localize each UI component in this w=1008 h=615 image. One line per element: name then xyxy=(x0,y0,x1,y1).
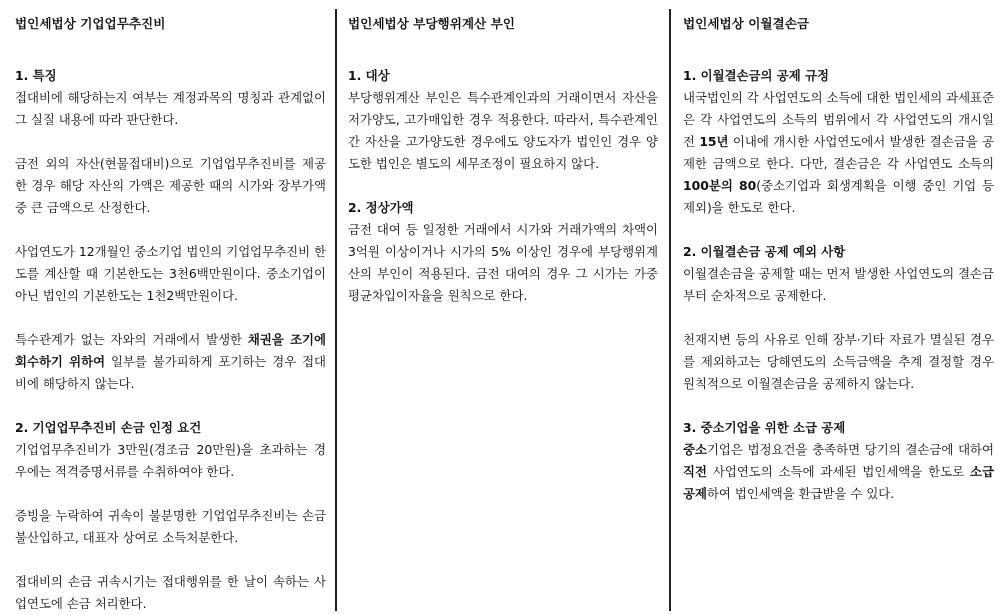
paragraph: 이월결손금을 공제할 때는 먼저 발생한 사업연도의 결손금부터 순차적으로 공제한다. xyxy=(683,266,994,303)
text-span: 사업연도의 소득에 과세된 법인세액을 한도로 xyxy=(706,464,971,479)
paragraph: 금전 대여 등 일정한 거래에서 시가와 거래가액의 차액이 3억원 이상이거나 시가의 5% 이상인 경우에 부당행위계산의 부인이 적용된다. 금전 대여의 경우 그 시가는 가중평균차입이자율을 원칙으로 한다. xyxy=(348,222,658,303)
text-span: 이내에 개시한 사업연도에서 발생한 결손금을 공제한 금액으로 한다. 다만, 결손금은 각 사업연도 소득의 xyxy=(683,134,994,171)
section-heading: 3. 중소기업을 위한 소급 공제 xyxy=(683,420,846,435)
section-heading: 1. 특징 xyxy=(15,68,57,83)
paragraph: 천재지변 등의 사유로 인해 장부·기타 자료가 멸실된 경우를 제외하고는 당해연도의 소득금액을 추계 결정할 경우 원칙적으로 이월결손금을 공제하지 않는다. xyxy=(683,332,994,391)
paragraph: 부당행위계산 부인은 특수관계인과의 거래이면서 자산을 저가양도, 고가매입한 경우 적용한다. 따라서, 특수관계인간 자산을 고가양도한 경우에도 양도자가 법인인 경우 양도한 법인은 별도의 세무조정이 필요하지 않다. xyxy=(348,90,658,171)
paragraph: 금전 외의 자산(현물접대비)으로 기업업무추진비를 제공한 경우 해당 자산의 가액은 제공한 때의 시가와 장부가액 중 큰 금액으로 산정한다. xyxy=(15,156,326,215)
paragraph xyxy=(683,87,994,219)
column-title: 법인세법상 기업업무추진비 xyxy=(15,16,166,31)
bold-text: 100분의 80 xyxy=(683,178,757,193)
bold-text: 소급 공제 xyxy=(683,464,994,501)
section-heading: 1. 대상 xyxy=(348,68,390,83)
paragraph: 접대비의 손금 귀속시기는 접대행위를 한 날이 속하는 사업연도에 손금 처리한다. xyxy=(15,574,326,611)
column-title: 법인세법상 부당행위계산 부인 xyxy=(348,16,515,31)
paragraph: 접대비에 해당하는지 여부는 계정과목의 명칭과 관계없이 그 실질 내용에 따라 판단한다. xyxy=(15,90,326,127)
text-span: 기업은 법정요건을 충족하면 당기의 결손금에 대하여 xyxy=(706,442,994,457)
section-heading: 2. 기업업무추진비 손금 인정 요건 xyxy=(15,420,202,435)
column-entertainment-expense xyxy=(0,0,336,611)
bold-text: 15년 xyxy=(699,134,729,149)
section-heading: 2. 정상가액 xyxy=(348,200,414,215)
bold-text: 중소 xyxy=(683,442,707,457)
paragraph xyxy=(683,439,994,505)
text-span: (중소기업과 회생계획을 이행 중인 기업 등 제외)을 한도로 한다. xyxy=(683,178,994,215)
paragraph: 기업업무추진비가 3만원(경조금 20만원)을 초과하는 경우에는 적격증명서류를 수취하여야 한다. xyxy=(15,442,326,479)
column-unfair-transaction xyxy=(336,0,670,611)
bold-text: 채권을 조기에 회수하기 위하여 xyxy=(15,332,326,369)
text-span: 일부를 불가피하게 포기하는 경우 접대비에 해당하지 않는다. xyxy=(15,354,327,391)
section-heading: 2. 이월결손금 공제 예외 사항 xyxy=(683,244,846,259)
column-loss-carryforward xyxy=(670,0,1008,611)
text-span: 하여 법인세액을 환급받을 수 있다. xyxy=(706,486,895,501)
section-heading: 1. 이월결손금의 공제 규정 xyxy=(683,68,829,83)
bold-text: 직전 xyxy=(683,464,707,479)
column-title: 법인세법상 이월결손금 xyxy=(683,16,810,31)
paragraph: 사업연도가 12개월인 중소기업 법인의 기업업무추진비 한도를 계산할 때 기본한도는 3천6백만원이다. 중소기업이 아닌 법인의 기본한도는 1천2백만원이다. xyxy=(15,244,326,303)
paragraph: 증빙을 누락하여 귀속이 불분명한 기업업무추진비는 손금불산입하고, 대표자 상여로 소득처분한다. xyxy=(15,508,326,545)
text-span: 특수관계가 없는 자와의 거래에서 발생한 xyxy=(15,332,248,347)
text-span: 내국법인의 각 사업연도의 소득에 대한 법인세의 과세표준은 각 사업연도의 소득의 범위에서 각 사업연도의 개시일 전 xyxy=(683,90,994,149)
paragraph xyxy=(15,329,326,395)
